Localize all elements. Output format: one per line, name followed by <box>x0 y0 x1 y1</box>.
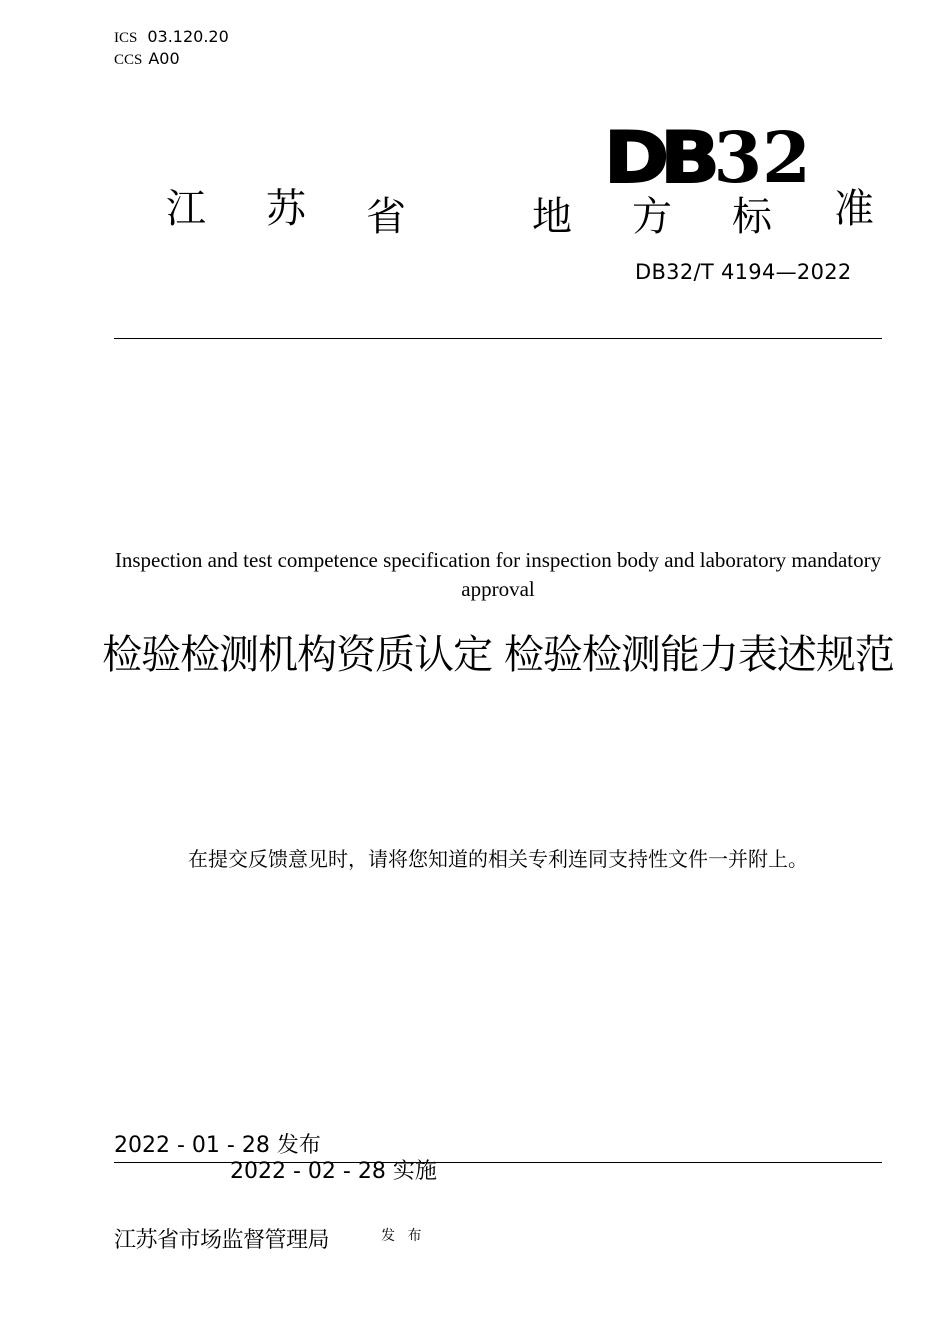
standard-type-char: 地 <box>532 194 572 240</box>
standard-type-char: 准 <box>834 186 874 232</box>
publish-suffix: 发 布 <box>381 1228 426 1244</box>
issue-date: 2022 - 01 - 28 发布 <box>114 1133 321 1158</box>
ics-label: ICS <box>114 30 138 46</box>
ics-value: 03.120.20 <box>147 27 229 46</box>
header-divider <box>114 338 882 339</box>
standard-type-char: 苏 <box>266 186 306 232</box>
document-number: DB32/T 4194—2022 <box>635 260 852 284</box>
implementation-date <box>230 1156 437 1184</box>
implementation-date-text: 2022 - 02 - 28 实施 <box>230 1159 437 1184</box>
english-title: Inspection and test competence specification for inspection body and laboratory mandatory approval <box>114 548 882 601</box>
standard-type-char: 江 <box>166 186 206 232</box>
standard-type-char: 省 <box>366 194 406 240</box>
ccs-label: CCS <box>114 52 143 68</box>
feedback-note: 在提交反馈意见时，请将您知道的相关专利连同支持性文件一并附上。 <box>188 847 808 871</box>
ccs-classification <box>114 49 180 70</box>
publisher-name: 江苏省市场监督管理局 <box>114 1228 330 1253</box>
chinese-title: 检验检测机构资质认定 检验检测能力表述规范 <box>102 632 894 678</box>
logo-letters: DB <box>604 117 711 199</box>
ics-classification <box>114 27 229 48</box>
standard-type-char: 标 <box>732 194 772 240</box>
ccs-value: A00 <box>148 49 180 68</box>
standard-type-char: 方 <box>632 194 672 240</box>
standard-code-logo <box>604 118 811 198</box>
logo-digits: 32 <box>713 116 811 199</box>
